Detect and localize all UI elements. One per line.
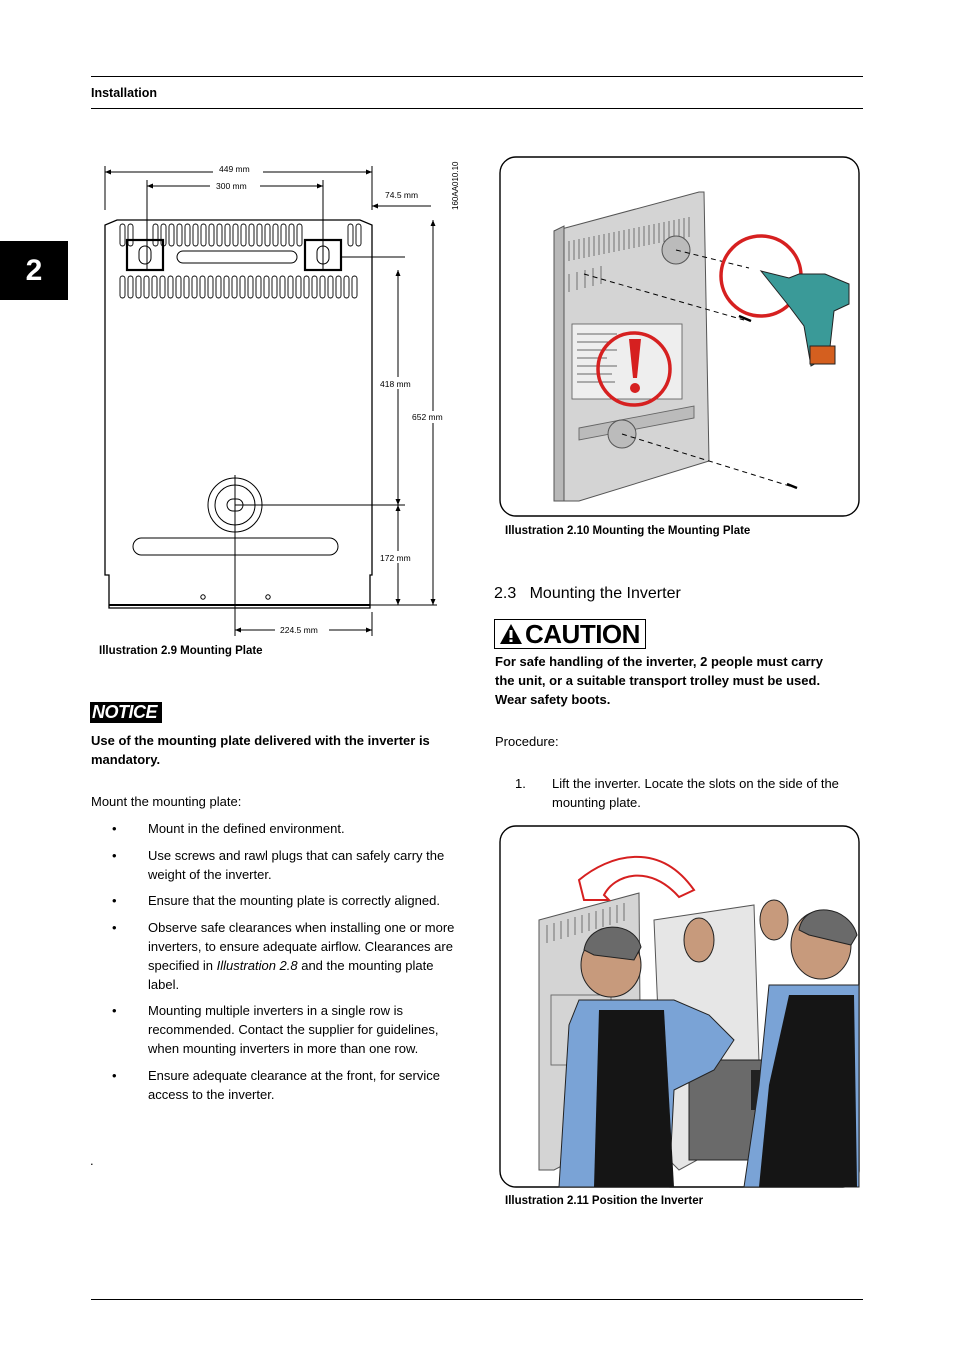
dim-224-5: 224.5 mm: [280, 625, 318, 635]
footer-rule: [91, 1299, 863, 1300]
step-text: Lift the inverter. Locate the slots on the side of the mounting plate.: [552, 776, 839, 810]
drawing-code: 160AA010.10: [451, 161, 460, 210]
warning-triangle-icon: [499, 623, 523, 645]
header-section-title: Installation: [91, 86, 157, 100]
bullet-icon: •: [112, 821, 117, 836]
step-number: 1.: [515, 776, 526, 791]
top-vents: [120, 224, 361, 298]
intro-text: Mount the mounting plate:: [91, 794, 242, 809]
list-item: • Use screws and rawl plugs that can safely carry the weight of the inverter.: [112, 847, 445, 882]
bullet-icon: •: [112, 893, 117, 908]
stray-mark: .: [90, 1153, 94, 1168]
dim-300: 300 mm: [216, 181, 247, 191]
caution-label-box: [494, 619, 646, 649]
procedure-label: Procedure:: [495, 734, 559, 749]
mounting-plate-photo: [499, 156, 861, 518]
dim-172: 172 mm: [380, 553, 411, 563]
header-bottom-rule: [91, 108, 863, 109]
bullet-icon: •: [112, 1067, 117, 1083]
section-heading: [494, 585, 681, 603]
bullet-list: [112, 819, 457, 1111]
dim-652: 652 mm: [412, 412, 443, 422]
notice-label: NOTICE: [90, 702, 162, 723]
bullet-icon: •: [112, 919, 117, 935]
header-top-rule: [91, 76, 863, 77]
position-inverter-photo: [499, 825, 861, 1189]
list-item: • Observe safe clearances when installing one or more inverters, to ensure adequate airflow. Clearances are specified in Illustration 2.8 and the mounting plate label.: [112, 919, 455, 992]
section-title: Mounting the Inverter: [529, 585, 681, 602]
caution-label: CAUTION: [525, 619, 640, 649]
section-number: 2.3: [494, 585, 517, 602]
list-item: • Ensure adequate clearance at the front, for service access to the inverter.: [112, 1067, 440, 1102]
mounting-plate-drawing: [95, 150, 465, 640]
notice-text: Use of the mounting plate delivered with the inverter is mandatory.: [91, 733, 430, 767]
list-item: • Mount in the defined environment.: [112, 821, 345, 836]
list-item: • Ensure that the mounting plate is correctly aligned.: [112, 893, 440, 908]
dim-449: 449 mm: [219, 164, 250, 174]
bullet-icon: •: [112, 1003, 117, 1018]
caption-2-10: Illustration 2.10 Mounting the Mounting Plate: [505, 525, 751, 537]
chapter-tab: 2: [0, 241, 68, 300]
caption-2-9: Illustration 2.9 Mounting Plate: [99, 645, 263, 657]
dim-74-5: 74.5 mm: [385, 190, 419, 200]
bullet-icon: •: [112, 847, 117, 863]
dim-418: 418 mm: [380, 379, 411, 389]
illustration-reference: Illustration 2.8: [216, 957, 298, 973]
caption-2-11: Illustration 2.11 Position the Inverter: [505, 1195, 704, 1207]
caution-text: For safe handling of the inverter, 2 people must carry the unit, or a suitable transport trolley must be used. Wear safety boots.: [495, 654, 823, 707]
list-item: • Mounting multiple inverters in a single row is recommended. Contact the supplier for guidelines, when mounting inverters in more than one row.: [112, 1003, 439, 1056]
